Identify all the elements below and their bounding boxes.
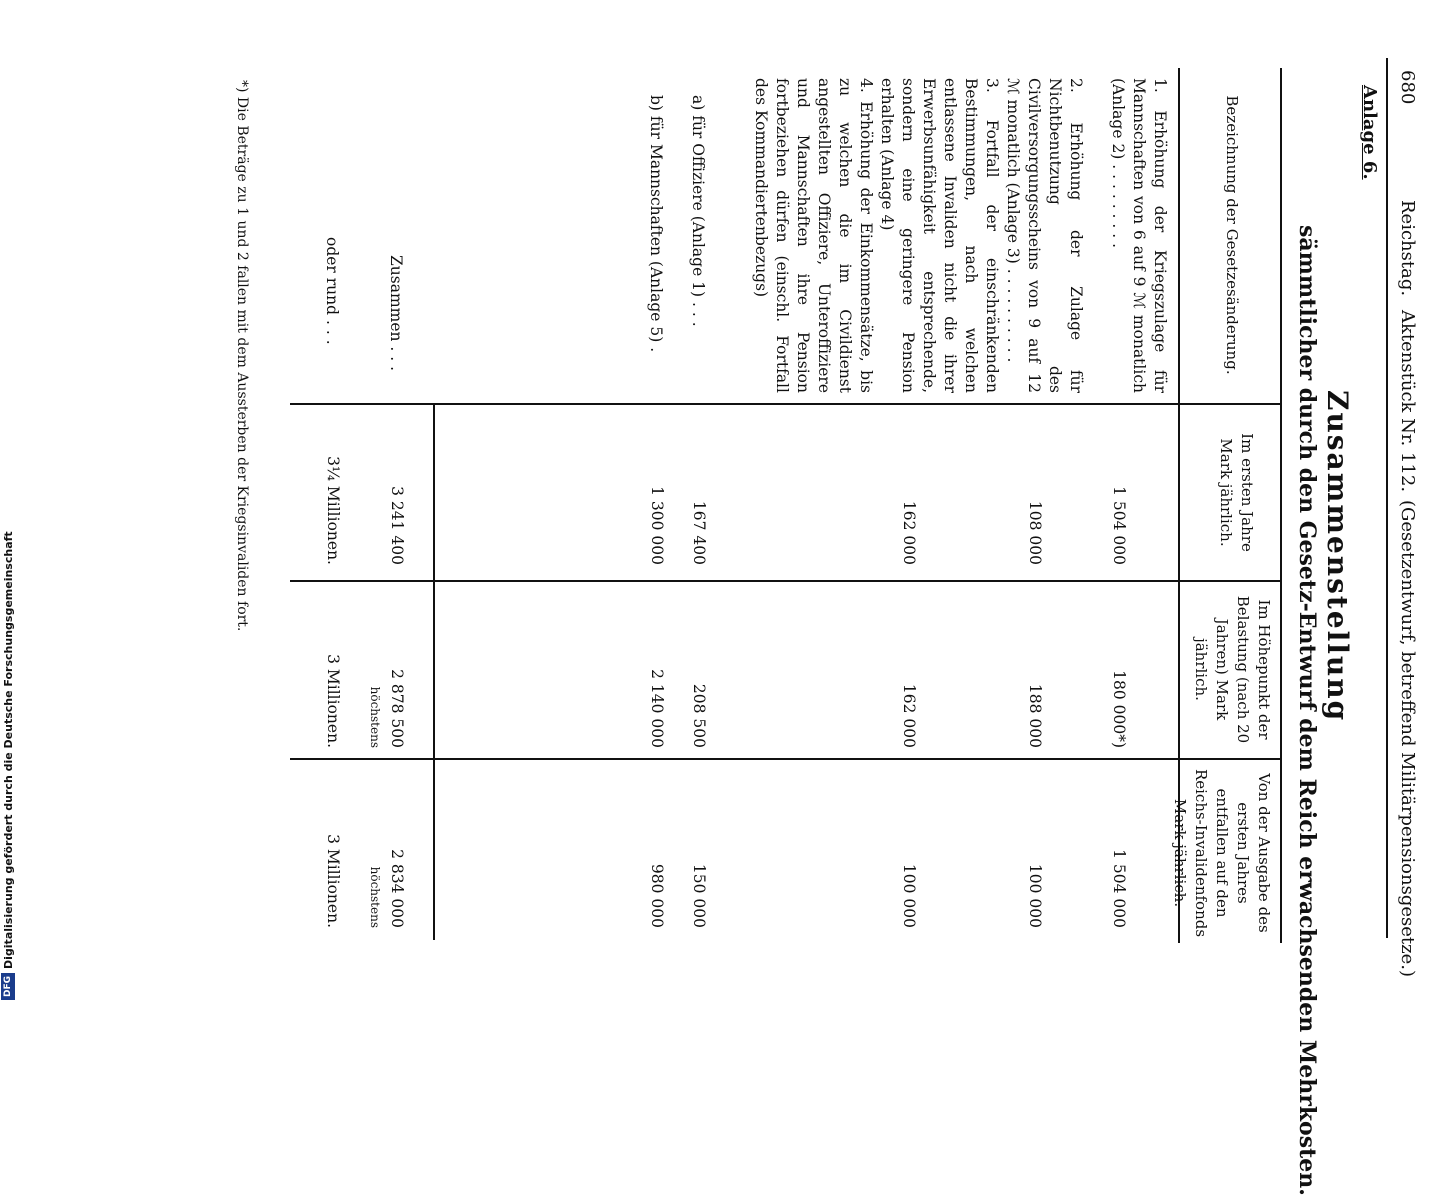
table-total-peak-note: höchstens (368, 686, 382, 748)
table-row-3-fund: 100 000 (900, 863, 918, 928)
appendix-label: Anlage 6. (1359, 85, 1380, 180)
footnote: *) Die Beträge zu 1 und 2 fallen mit dem Aussterben der Kriegsinvaliden fort. (234, 80, 250, 632)
table-total-peak: 2 878 500 (388, 669, 406, 748)
column-header-first-year: Im ersten Jahre Mark jährlich. (1217, 433, 1256, 552)
table-row-4a-label: a) für Offiziere (Anlage 1) . . . (689, 95, 707, 327)
table-row-3-first-year: 162 000 (900, 500, 918, 565)
table-rounded-label: oder rund . . . (323, 237, 341, 345)
table-total-label: Zusammen . . . (387, 255, 405, 372)
digitization-credit (0, 531, 16, 1000)
table-row-4b-fund: 980 000 (648, 863, 666, 928)
table-row-4a-fund: 150 000 (690, 863, 708, 928)
digitization-note: Digitalisierung gefördert durch die Deutsche Forschungsgemeinschaft (1, 531, 15, 969)
table-row-1-fund: 1 504 000 (1110, 849, 1128, 928)
page-number: 680 (1397, 70, 1418, 105)
table-row-2-first-year: 108 000 (1026, 500, 1044, 565)
dfg-logo: DFG (1, 973, 15, 1000)
table-row-4a-first-year: 167 400 (690, 500, 708, 565)
header-rule (1386, 58, 1388, 938)
header-document: Aktenstück Nr. 112. (1397, 310, 1418, 493)
table-row-4a-peak: 208 500 (690, 683, 708, 748)
table-row-4b-label: b) für Mannschaften (Anlage 5) . (647, 95, 665, 353)
column-header-peak: Im Höhepunkt der Belastung (nach 20 Jahren) Mark jährlich. (1192, 595, 1273, 744)
table-rounded-peak: 3 Millionen. (324, 654, 342, 748)
table-row-2-label: 2. Erhöhung der Zulage für Nichtbenutzung des Civilversorgungsscheins von 9 auf 12 ℳ monatlich (Anlage 3) . . . . . . . . . . (1004, 78, 1085, 393)
table-row-1-peak: 180 000*) (1110, 670, 1128, 748)
table-rounded-fund: 3 Millionen. (324, 834, 342, 928)
page-subtitle: sämmtlicher durch den Gesetz-Entwurf dem Reich erwachsenden Mehrkosten. (1294, 225, 1320, 1196)
table-row-4b-peak: 2 140 000 (648, 669, 666, 748)
column-divider-2 (290, 580, 1280, 582)
column-divider-1 (290, 403, 1280, 405)
table-rounded-first-year: 3¼ Millionen. (324, 456, 342, 565)
subtotal-rule (433, 403, 435, 940)
header-subject: (Gesetzentwurf, betreffend Militärpensionsgesetze.) (1397, 500, 1418, 978)
table-row-1-label: 1. Erhöhung der Kriegszulage für Mannschaften von 6 auf 9 ℳ monatlich (Anlage 2) . . . . . . . . . (1109, 78, 1169, 393)
table-row-4b-first-year: 1 300 000 (648, 486, 666, 565)
column-divider-3 (290, 758, 1280, 760)
table-top-rule (1280, 68, 1282, 943)
header-source: Reichstag. (1397, 200, 1418, 297)
column-header-fund: Von der Ausgabe des ersten Jahres entfallen auf den Reichs-Invalidenfonds Mark jährlich. (1171, 768, 1273, 938)
table-row-3-peak: 162 000 (900, 683, 918, 748)
page-title: Zusammenstellung (1321, 390, 1354, 723)
column-header-description: Bezeichnung der Gesetzesänderung. (1223, 95, 1241, 375)
table-row-3-label: 3. Fortfall der einschränkenden Bestimmungen, nach welchen entlassene Invaliden nicht die ihrer Erwerbsunfähigkeit entsprechende, sondern eine geringere Pension erhalten (Anlage 4) (878, 78, 1001, 393)
table-row-4-label: 4. Erhöhung der Einkommensätze, bis zu welchen die im Civildienst angestellten Offiziere, Unteroffiziere und Mannschaften ihre Pension fortbeziehen dürfen (einschl. Fortfall des Kommandiertenbezugs) (752, 78, 875, 393)
table-total-fund-note: höchstens (368, 866, 382, 928)
table-total-first-year: 3 241 400 (388, 486, 406, 565)
table-row-2-peak: 188 000 (1026, 683, 1044, 748)
table-total-fund: 2 834 000 (388, 849, 406, 928)
table-row-1-first-year: 1 504 000 (1110, 486, 1128, 565)
table-row-2-fund: 100 000 (1026, 863, 1044, 928)
